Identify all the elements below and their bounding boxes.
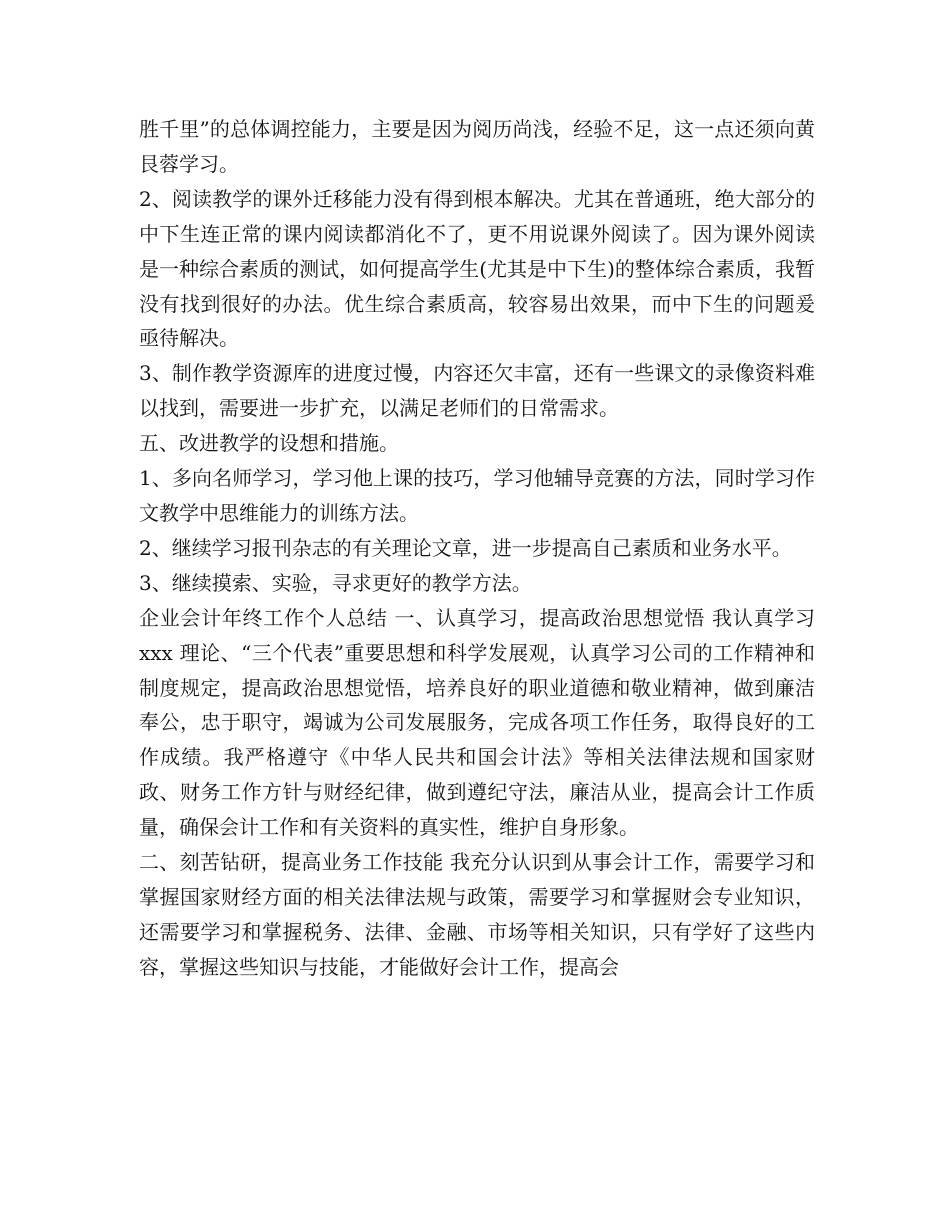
document-body — [139, 112, 815, 985]
paragraph-item-2-reading: 2、阅读教学的课外迁移能力没有得到根本解决。尤其在普通班，绝大部分的中下生连正常的课内阅读都消化不了，更不用说课外阅读了。因为课外阅读是一种综合素质的测试，如何提高学生(尤其是中下生)的整体综合素质，我暂没有找到很好的办法。优生综合素质高，较容易出效果，而中下生的问题爰亟待解决。 — [139, 186, 815, 351]
paragraph-item-2-study: 2、继续学习报刊杂志的有关理论文章，进一步提高自己素质和业务水平。 — [139, 535, 792, 560]
section-heading-improvement: 五、改进教学的设想和措施。 — [139, 431, 399, 456]
paragraph-continuation: 胜千里”的总体调控能力，主要是因为阅历尚浅，经验不足，这一点还须向黄艮蓉学习。 — [139, 117, 815, 176]
paragraph-section-two: 二、刻苦钻研，提高业务工作技能 我充分认识到从事会计工作，需要学习和掌握国家财经方面的相关法律法规与政策，需要学习和掌握财会专业知识，还需要学习和掌握税务、法律、金融、市场等相关知识，只有学好了这些内容，掌握这些知识与技能，才能做好会计工作，提高会 — [139, 850, 815, 979]
paragraph-item-3-resources: 3、制作教学资源库的进度过慢，内容还欠丰富，还有一些课文的录像资料难以找到，需要进一步扩充，以满足老师们的日常需求。 — [139, 361, 815, 421]
paragraph-accounting-summary: 企业会计年终工作个人总结 一、认真学习，提高政治思想觉悟 我认真学习 xxx 理论、“三个代表”重要思想和科学发展观，认真学习公司的工作精神和制度规定，提高政治思想觉悟，培养良好的职业道德和敬业精神，做到廉洁奉公，忠于职守，竭诚为公司发展服务，完成各项工作任务，取得良好的工作成绩。我严格遵守《中华人民共和国会计法》等相关法律法规和国家财政、财务工作方针与财经纪律，做到遵纪守法，廉洁从业，提高会计工作质量，确保会计工作和有关资料的真实性，维护自身形象。 — [139, 605, 815, 840]
paragraph-item-3-explore: 3、继续摸索、实验，寻求更好的教学方法。 — [139, 570, 532, 595]
paragraph-item-1-learn: 1、多向名师学习，学习他上课的技巧，学习他辅导竞赛的方法，同时学习作文教学中思维能力的训练方法。 — [139, 466, 815, 525]
